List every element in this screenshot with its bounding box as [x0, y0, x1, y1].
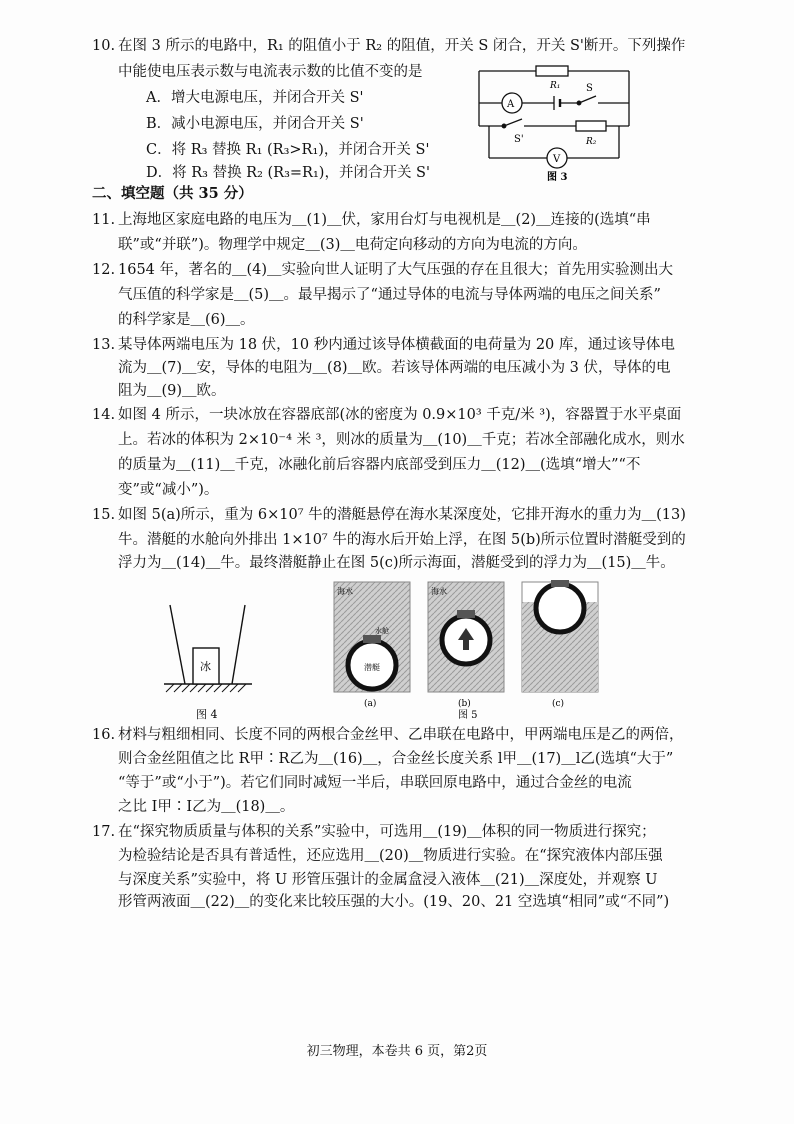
figure-4-container-with-ice: [160, 600, 260, 725]
r1-label: R₁: [550, 81, 561, 91]
figure-3-caption: 图 3: [547, 172, 568, 183]
option-b: B．减小电源电压，并闭合开关 S': [146, 116, 364, 132]
question-16-line: 材料与粗细相同、长度不同的两根合金丝甲、乙串联在电路中，甲两端电压是乙的两倍，: [118, 727, 684, 743]
figure-5-caption: 图 5: [458, 710, 478, 720]
question-17-line: 形管两液面＿(22)＿的变化来比较压强的大小。(19、20、21 空选填“相同”或“不同”): [118, 894, 670, 910]
question-number: 14.: [92, 407, 116, 423]
question-14-line: 变”或“减小”)。: [118, 482, 219, 498]
question-14-line: 的质量为＿(11)＿千克，冰融化前后容器内底部受到压力＿(12)＿(选填“增大”“不: [118, 457, 641, 473]
figure-5-submarine-panels: [332, 580, 616, 720]
voltmeter-label: V: [553, 154, 561, 165]
question-14-line: 如图 4 所示，一块冰放在容器底部(冰的密度为 0.9×10³ 千克/米 ³)，容器置于水平桌面: [118, 407, 682, 423]
question-14-line: 上。若冰的体积为 2×10⁻⁴ 米 ³，则冰的质量为＿(10)＿千克；若冰全部融化成水，则水: [118, 432, 685, 448]
question-number: 17.: [92, 824, 116, 840]
figure-4-caption: 图 4: [196, 708, 218, 721]
question-16-line: “等于”或“小于”)。若它们同时减短一半后，串联回原电路中，通过合金丝的电流: [118, 775, 632, 791]
question-number: 13.: [92, 337, 116, 353]
question-10-stem-line1: 在图 3 所示的电路中，R₁ 的阻值小于 R₂ 的阻值，开关 S 闭合，开关 S'断开。下列操作: [118, 38, 686, 54]
question-16-line: 之比 I甲∶I乙为＿(18)＿。: [118, 799, 295, 815]
question-12-line: 1654 年，著名的＿(4)＿实验向世人证明了大气压强的存在且很大；首先用实验测出大: [118, 262, 674, 278]
question-17-line: 为检验结论是否具有普适性，还应选用＿(20)＿物质进行实验。在“探究液体内部压强: [118, 848, 663, 864]
panel-c-label: (c): [552, 699, 565, 709]
sub-label: 潜艇: [364, 663, 380, 672]
switch-s-label: S: [586, 83, 593, 94]
switch-s-prime-label: S': [514, 134, 524, 145]
panel-b-label: (b): [458, 699, 471, 709]
question-16-line: 则合金丝阻值之比 R甲∶R乙为＿(16)＿，合金丝长度关系 l甲＿(17)＿l乙(选填“大于”: [118, 751, 674, 767]
question-12-line: 气压值的科学家是＿(5)＿。最早揭示了“通过导体的电流与导体两端的电压之间关系”: [118, 287, 661, 303]
option-a: A．增大电源电压，并闭合开关 S': [146, 90, 364, 106]
question-13-line: 阻为＿(9)＿欧。: [118, 383, 226, 399]
tank-label: 水舱: [375, 627, 389, 635]
r2-label: R₂: [586, 137, 597, 147]
sea-label-a: 海水: [337, 587, 353, 596]
question-10-stem-line2: 中能使电压表示数与电流表示数的比值不变的是: [118, 64, 423, 80]
question-17-line: 与深度关系”实验中，将 U 形管压强计的金属盒浸入液体＿(21)＿深度处，并观察 U: [118, 872, 658, 888]
ammeter-label: A: [507, 99, 515, 110]
option-d: D．将 R₃ 替换 R₂ (R₃=R₁)，并闭合开关 S': [146, 165, 430, 181]
question-11-line: 联”或“并联”)。物理学中规定＿(3)＿电荷定向移动的方向为电流的方向。: [118, 237, 587, 253]
option-c: C．将 R₃ 替换 R₁ (R₃>R₁)，并闭合开关 S': [146, 142, 430, 158]
page-footer: 初三物理，本卷共 6 页，第2页: [306, 1044, 488, 1059]
question-number: 15.: [92, 507, 116, 523]
question-11-line: 上海地区家庭电路的电压为＿(1)＿伏，家用台灯与电视机是＿(2)＿连接的(选填“串: [118, 212, 651, 228]
question-15-line: 如图 5(a)所示，重为 6×10⁷ 牛的潜艇悬停在海水某深度处，它排开海水的重力为＿(13): [118, 507, 686, 523]
question-15-line: 牛。潜艇的水舱向外排出 1×10⁷ 牛的海水后开始上浮，在图 5(b)所示位置时潜艇受到的: [118, 532, 686, 548]
question-13-line: 流为＿(7)＿安，导体的电阻为＿(8)＿欧。若该导体两端的电压减小为 3 伏，导体的电: [118, 360, 671, 376]
sea-label-b: 海水: [431, 587, 447, 596]
question-number: 11.: [92, 212, 116, 228]
question-17-line: 在“探究物质质量与体积的关系”实验中，可选用＿(19)＿体积的同一物质进行探究；: [118, 824, 656, 840]
question-number: 10.: [92, 38, 116, 54]
circuit-diagram-figure-3: [474, 58, 634, 183]
question-13-line: 某导体两端电压为 18 伏，10 秒内通过该导体横截面的电荷量为 20 库，通过该导体电: [118, 337, 675, 353]
question-number: 12.: [92, 262, 116, 278]
ice-label: 冰: [200, 660, 211, 673]
panel-a-label: (a): [364, 699, 377, 709]
question-15-line: 浮力为＿(14)＿牛。最终潜艇静止在图 5(c)所示海面，潜艇受到的浮力为＿(15)＿牛。: [118, 555, 675, 571]
section-heading: 二、填空题（共 35 分）: [92, 185, 253, 202]
question-number: 16.: [92, 727, 116, 743]
question-12-line: 的科学家是＿(6)＿。: [118, 312, 255, 328]
